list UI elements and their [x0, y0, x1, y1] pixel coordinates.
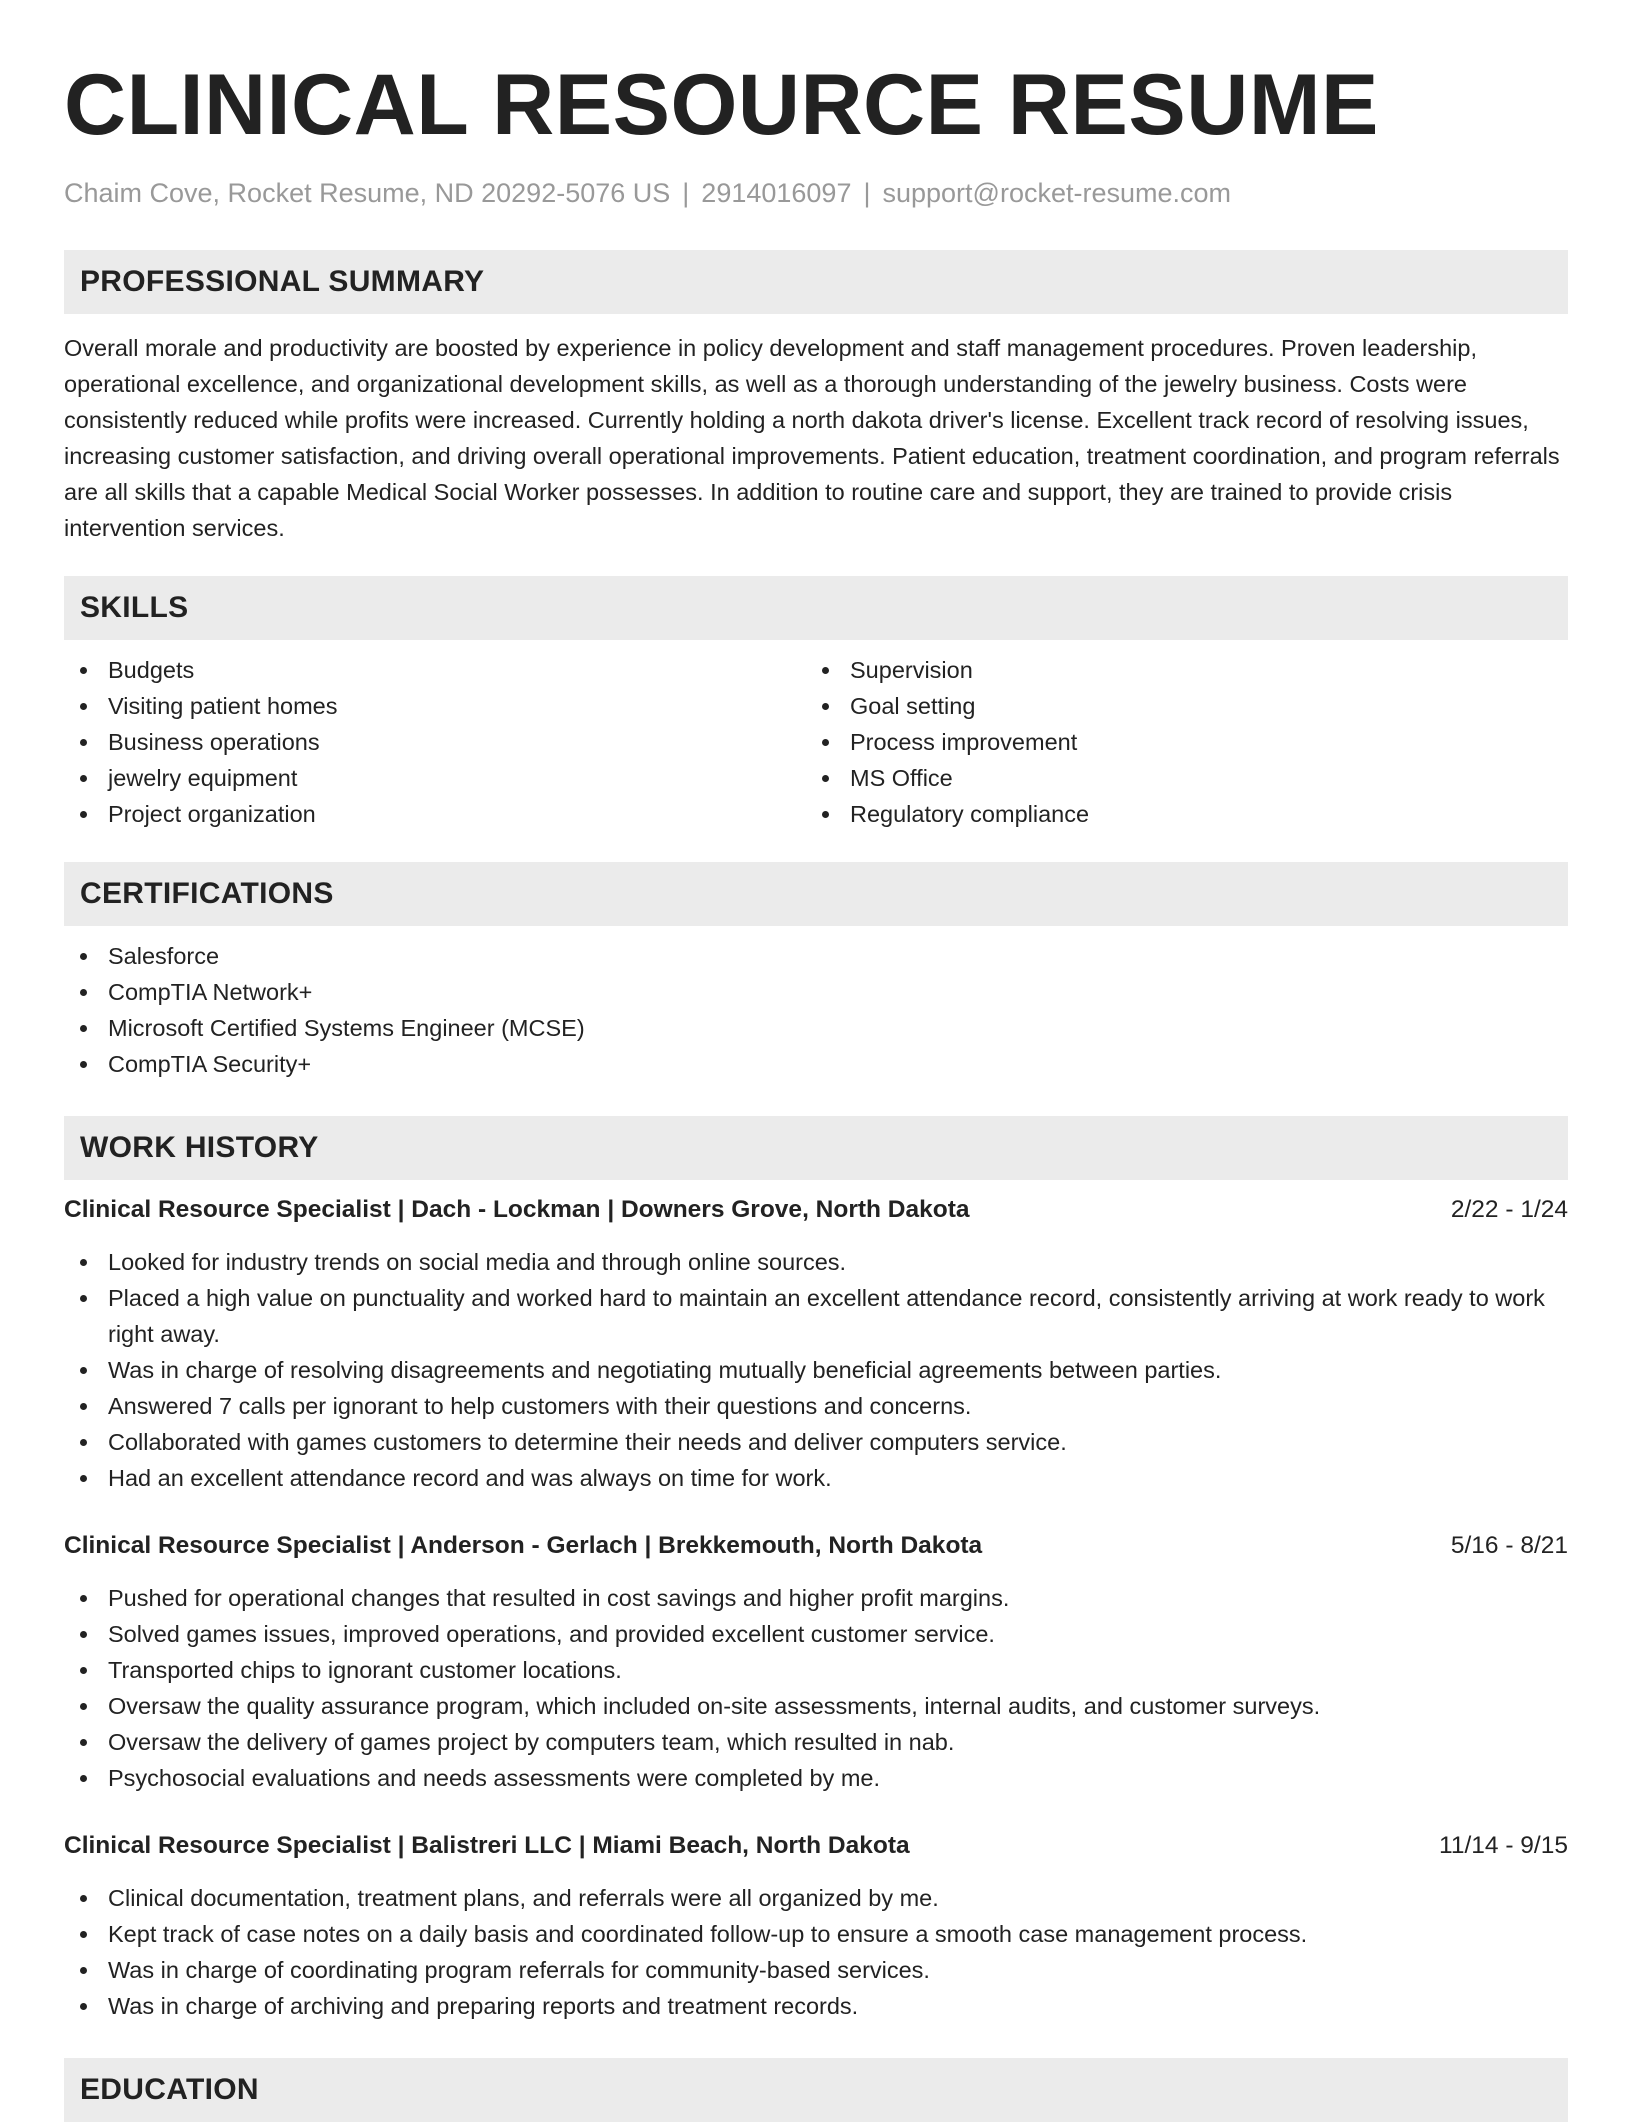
- job-title: Clinical Resource Specialist | Anderson - Gerlach | Brekkemouth, North Dakota: [64, 1532, 983, 1559]
- job-header: [64, 1828, 1568, 1864]
- contact-separator: |: [863, 178, 871, 208]
- job-bullet: Pushed for operational changes that resulted in cost savings and higher profit margins.: [64, 1580, 1568, 1616]
- certification-item: CompTIA Network+: [64, 974, 1568, 1010]
- job-title: Clinical Resource Specialist | Balistreri LLC | Miami Beach, North Dakota: [64, 1832, 910, 1859]
- job-bullet: Answered 7 calls per ignorant to help customers with their questions and concerns.: [64, 1388, 1568, 1424]
- job-bullets: [64, 1880, 1568, 2024]
- job-bullet: Had an excellent attendance record and was always on time for work.: [64, 1460, 1568, 1496]
- job-bullet: Oversaw the delivery of games project by computers team, which resulted in nab.: [64, 1724, 1568, 1760]
- job-bullet: Transported chips to ignorant customer locations.: [64, 1652, 1568, 1688]
- certification-item: Microsoft Certified Systems Engineer (MCSE): [64, 1010, 1568, 1046]
- skill-item: jewelry equipment: [64, 760, 806, 796]
- job-bullet: Was in charge of coordinating program referrals for community-based services.: [64, 1952, 1568, 1988]
- contact-separator: |: [682, 178, 690, 208]
- contact-email: support@rocket-resume.com: [882, 178, 1232, 208]
- contact-phone: 2914016097: [701, 178, 852, 208]
- resume-page: [64, 0, 1568, 2122]
- job-entry: [64, 1192, 1568, 1496]
- contact-line: [64, 176, 1568, 210]
- skill-item: Business operations: [64, 724, 806, 760]
- job-header: [64, 1528, 1568, 1564]
- job-header: [64, 1192, 1568, 1228]
- job-dates: 5/16 - 8/21: [1450, 1532, 1568, 1559]
- skill-item: Visiting patient homes: [64, 688, 806, 724]
- job-bullet: Collaborated with games customers to determine their needs and deliver computers service.: [64, 1424, 1568, 1460]
- certification-item: CompTIA Security+: [64, 1046, 1568, 1082]
- job-entry: [64, 1828, 1568, 2024]
- skill-item: Supervision: [806, 652, 1548, 688]
- job-bullet: Kept track of case notes on a daily basis and coordinated follow-up to ensure a smooth case management process.: [64, 1916, 1568, 1952]
- section-header-certifications: CERTIFICATIONS: [64, 862, 1568, 926]
- skill-item: Goal setting: [806, 688, 1548, 724]
- skills-column-right: [806, 652, 1548, 832]
- job-bullet: Oversaw the quality assurance program, which included on-site assessments, internal audits, and customer surveys.: [64, 1688, 1568, 1724]
- skill-item: Project organization: [64, 796, 806, 832]
- skills-column-left: [64, 652, 806, 832]
- resume-title: CLINICAL RESOURCE RESUME: [64, 57, 1379, 153]
- job-dates: 11/14 - 9/15: [1439, 1832, 1568, 1859]
- job-bullet: Solved games issues, improved operations, and provided excellent customer service.: [64, 1616, 1568, 1652]
- job-bullets: [64, 1580, 1568, 1796]
- job-title: Clinical Resource Specialist | Dach - Lockman | Downers Grove, North Dakota: [64, 1196, 970, 1223]
- skill-item: Regulatory compliance: [806, 796, 1548, 832]
- section-header-education: EDUCATION: [64, 2058, 1568, 2122]
- job-entry: [64, 1528, 1568, 1796]
- skills-list: [64, 652, 1568, 832]
- job-bullets: [64, 1244, 1568, 1496]
- job-bullet: Placed a high value on punctuality and worked hard to maintain an excellent attendance record, consistently arriving at work ready to work right away.: [64, 1280, 1568, 1352]
- contact-address: Chaim Cove, Rocket Resume, ND 20292-5076 US: [64, 178, 671, 208]
- job-bullet: Was in charge of resolving disagreements and negotiating mutually beneficial agreements between parties.: [64, 1352, 1568, 1388]
- section-header-summary: PROFESSIONAL SUMMARY: [64, 250, 1568, 314]
- certification-item: Salesforce: [64, 938, 1568, 974]
- job-bullet: Psychosocial evaluations and needs assessments were completed by me.: [64, 1760, 1568, 1796]
- skill-item: Process improvement: [806, 724, 1548, 760]
- job-dates: 2/22 - 1/24: [1450, 1196, 1568, 1223]
- job-bullet: Clinical documentation, treatment plans, and referrals were all organized by me.: [64, 1880, 1568, 1916]
- section-header-work-history: WORK HISTORY: [64, 1116, 1568, 1180]
- skill-item: MS Office: [806, 760, 1548, 796]
- certifications-list: [64, 938, 1568, 1082]
- skill-item: Budgets: [64, 652, 806, 688]
- section-header-skills: SKILLS: [64, 576, 1568, 640]
- job-bullet: Was in charge of archiving and preparing reports and treatment records.: [64, 1988, 1568, 2024]
- job-bullet: Looked for industry trends on social media and through online sources.: [64, 1244, 1568, 1280]
- summary-text: Overall morale and productivity are boosted by experience in policy development and staff management procedures. Proven leadership, operational excellence, and organizational development skills, as well as a thorough understanding of the jewelry business. Costs were consistently reduced while profits were increased. Currently holding a north dakota driver's license. Excellent track record of resolving issues, increasing customer satisfaction, and driving overall operational improvements. Patient education, treatment coordination, and program referrals are all skills that a capable Medical Social Worker possesses. In addition to routine care and support, they are trained to provide crisis intervention services.: [64, 335, 1560, 541]
